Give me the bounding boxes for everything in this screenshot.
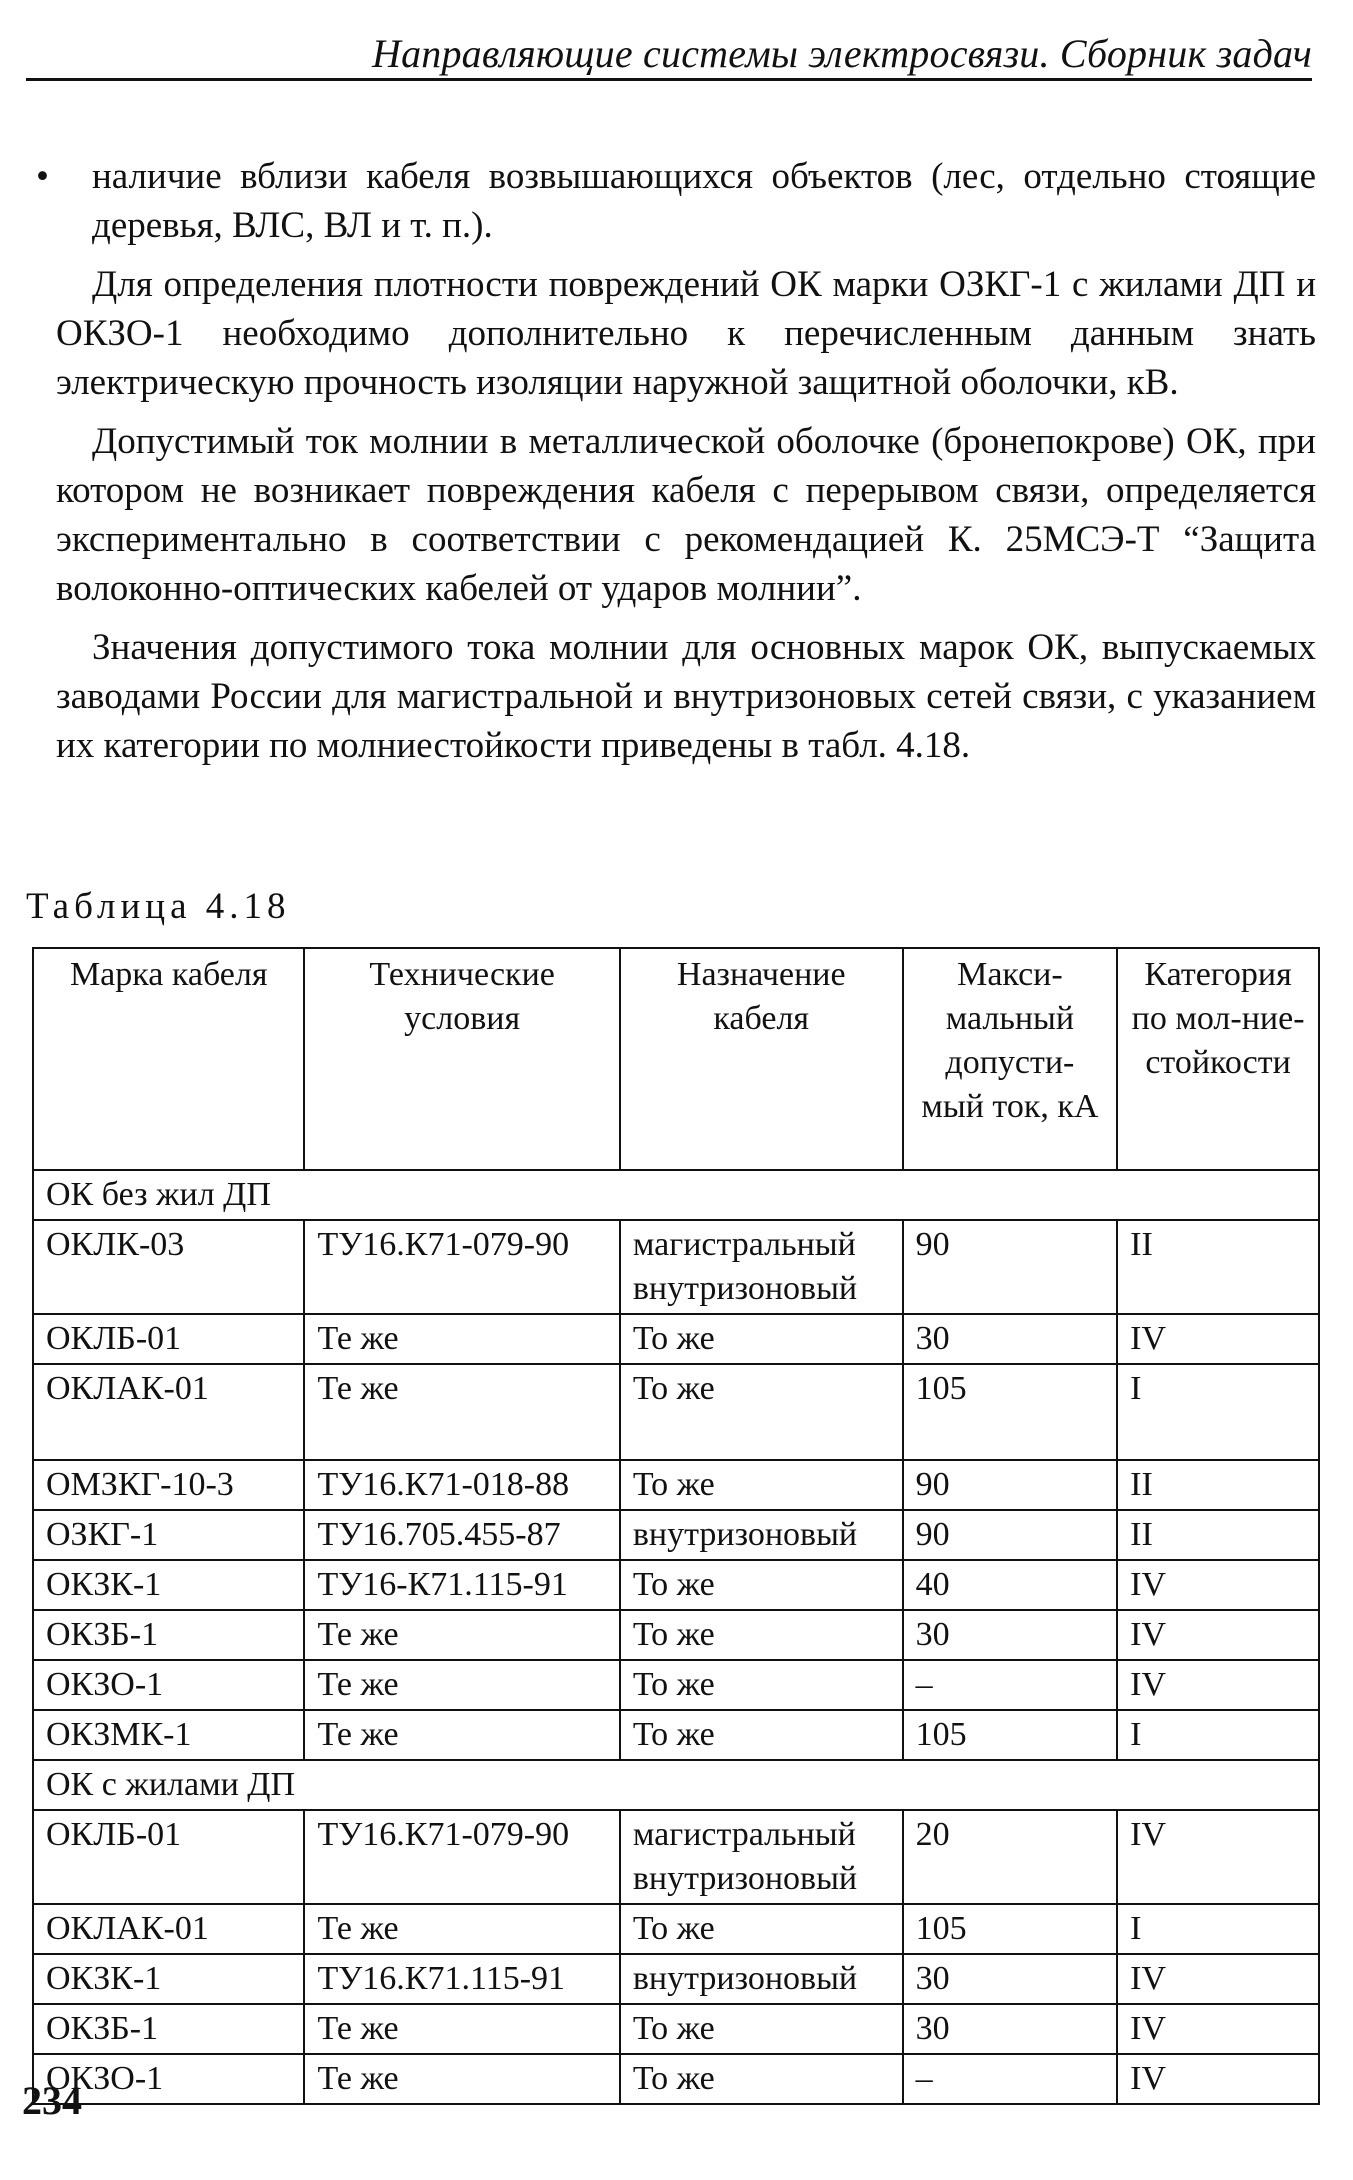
cell-brand: ОКЛБ-01 xyxy=(33,1810,304,1904)
table-row xyxy=(33,1954,1319,2004)
cell-tech: ТУ16.К71-018-88 xyxy=(304,1460,619,1510)
cell-category: I xyxy=(1117,1710,1319,1760)
cell-category: I xyxy=(1117,1904,1319,1954)
cell-current: 105 xyxy=(903,1904,1118,1954)
body-text xyxy=(36,152,1316,770)
cell-current: 30 xyxy=(903,1314,1118,1364)
cell-brand: ОКЗО-1 xyxy=(33,2054,304,2104)
cell-tech: Те же xyxy=(304,1710,619,1760)
cell-purpose: То же xyxy=(620,1610,903,1660)
cell-category: IV xyxy=(1117,1610,1319,1660)
table-row xyxy=(33,1660,1319,1710)
cell-brand: ОКЗО-1 xyxy=(33,1660,304,1710)
cable-table xyxy=(32,947,1320,2105)
bullet-text: наличие вблизи кабеля возвышающихся объектов (лес, отдельно стоящие деревья, ВЛС, ВЛ и т. п.). xyxy=(92,156,1316,246)
group-label: ОК с жилами ДП xyxy=(33,1760,1319,1810)
cell-tech: ТУ16.К71-079-90 xyxy=(304,1220,619,1314)
cell-brand: ОКЗК-1 xyxy=(33,1954,304,2004)
cell-tech: Те же xyxy=(304,1660,619,1710)
cell-current: 20 xyxy=(903,1810,1118,1904)
cell-tech: ТУ16.К71.115-91 xyxy=(304,1954,619,2004)
table-row xyxy=(33,1314,1319,1364)
paragraph-2: Допустимый ток молнии в металлической оболочке (бронепокрове) ОК, при котором не возникает повреждения кабеля с перерывом связи, определяется экспериментально в соответствии с рекомендацией К. 25МСЭ-Т “Защита волоконно-оптических кабелей от ударов молнии”. xyxy=(56,421,1316,609)
cell-category: I xyxy=(1117,1364,1319,1460)
cell-purpose: внутризоновый xyxy=(620,1510,903,1560)
cell-current: 105 xyxy=(903,1364,1118,1460)
table-row xyxy=(33,1364,1319,1460)
cell-category: IV xyxy=(1117,1560,1319,1610)
cell-tech: Те же xyxy=(304,1904,619,1954)
cell-purpose: То же xyxy=(620,2004,903,2054)
group-row xyxy=(33,1170,1319,1220)
cell-purpose: То же xyxy=(620,1904,903,1954)
cell-brand: ОЗКГ-1 xyxy=(33,1510,304,1560)
cell-category: IV xyxy=(1117,1314,1319,1364)
cell-current: 40 xyxy=(903,1560,1118,1610)
header-category: Категория по мол-ние-стойкости xyxy=(1117,948,1319,1170)
cell-category: IV xyxy=(1117,2004,1319,2054)
cell-brand: ОКЗК-1 xyxy=(33,1560,304,1610)
table-caption: Таблица 4.18 xyxy=(26,886,291,927)
table-row xyxy=(33,1810,1319,1904)
header-tech-conditions: Технические условия xyxy=(304,948,619,1170)
group-label: ОК без жил ДП xyxy=(33,1170,1319,1220)
cell-category: IV xyxy=(1117,1954,1319,2004)
cell-current: 30 xyxy=(903,1954,1118,2004)
cell-current: 90 xyxy=(903,1510,1118,1560)
cell-brand: ОМЗКГ-10-3 xyxy=(33,1460,304,1510)
cell-category: II xyxy=(1117,1510,1319,1560)
cell-brand: ОКЗМК-1 xyxy=(33,1710,304,1760)
paragraph-1: Для определения плотности повреждений ОК марки ОЗКГ-1 с жилами ДП и ОКЗО-1 необходимо дополнительно к перечисленным данным знать электрическую прочность изоляции наружной защитной оболочки, кВ. xyxy=(56,264,1316,403)
table-row xyxy=(33,1710,1319,1760)
group-row xyxy=(33,1760,1319,1810)
cell-purpose: магистральный внутризоновый xyxy=(620,1220,903,1314)
cell-tech: ТУ16.К71-079-90 xyxy=(304,1810,619,1904)
cell-tech: Те же xyxy=(304,1610,619,1660)
cell-brand: ОКЗБ-1 xyxy=(33,1610,304,1660)
cell-category: IV xyxy=(1117,1660,1319,1710)
cell-tech: Те же xyxy=(304,1364,619,1460)
cell-purpose: То же xyxy=(620,1460,903,1510)
cell-category: II xyxy=(1117,1220,1319,1314)
cell-purpose: магистральный внутризоновый xyxy=(620,1810,903,1904)
table-header-row xyxy=(33,948,1319,1170)
cell-purpose: То же xyxy=(620,1660,903,1710)
cell-purpose: внутризоновый xyxy=(620,1954,903,2004)
page-header xyxy=(26,26,1312,81)
bullet-item xyxy=(36,152,1316,250)
table-row xyxy=(33,1904,1319,1954)
cell-current: 90 xyxy=(903,1220,1118,1314)
cell-purpose: То же xyxy=(620,1560,903,1610)
cell-purpose: То же xyxy=(620,2054,903,2104)
cell-current: 90 xyxy=(903,1460,1118,1510)
cell-brand: ОКЗБ-1 xyxy=(33,2004,304,2054)
cell-current: 30 xyxy=(903,2004,1118,2054)
cell-tech: Те же xyxy=(304,2004,619,2054)
cell-brand: ОКЛБ-01 xyxy=(33,1314,304,1364)
cell-purpose: То же xyxy=(620,1710,903,1760)
table-row xyxy=(33,1510,1319,1560)
cell-brand: ОКЛАК-01 xyxy=(33,1364,304,1460)
cell-tech: ТУ16.705.455-87 xyxy=(304,1510,619,1560)
bullet-icon: • xyxy=(36,156,49,197)
header-cable-brand: Марка кабеля xyxy=(33,948,304,1170)
cell-category: II xyxy=(1117,1460,1319,1510)
header-purpose: Назначение кабеля xyxy=(620,948,903,1170)
cell-tech: Те же xyxy=(304,2054,619,2104)
cell-current: – xyxy=(903,2054,1118,2104)
table-row xyxy=(33,1220,1319,1314)
cell-current: – xyxy=(903,1660,1118,1710)
page-number: 234 xyxy=(22,2078,82,2123)
table-row xyxy=(33,2054,1319,2104)
cell-current: 30 xyxy=(903,1610,1118,1660)
table-row xyxy=(33,2004,1319,2054)
cell-brand: ОКЛАК-01 xyxy=(33,1904,304,1954)
cell-tech: Те же xyxy=(304,1314,619,1364)
header-max-current: Макси-мальный допусти-мый ток, кА xyxy=(903,948,1118,1170)
table-row xyxy=(33,1460,1319,1510)
table-row xyxy=(33,1560,1319,1610)
paragraph-3: Значения допустимого тока молнии для основных марок ОК, выпускаемых заводами России для магистральной и внутризоновых сетей связи, с указанием их категории по молниестойкости приведены в табл. 4.18. xyxy=(56,627,1316,766)
cell-purpose: То же xyxy=(620,1314,903,1364)
cell-purpose: То же xyxy=(620,1364,903,1460)
cell-current: 105 xyxy=(903,1710,1118,1760)
cell-category: IV xyxy=(1117,2054,1319,2104)
cell-tech: ТУ16-К71.115-91 xyxy=(304,1560,619,1610)
running-title: Направляющие системы электросвязи. Сборник задач xyxy=(372,31,1312,76)
cell-category: IV xyxy=(1117,1810,1319,1904)
cell-brand: ОКЛК-03 xyxy=(33,1220,304,1314)
table-row xyxy=(33,1610,1319,1660)
